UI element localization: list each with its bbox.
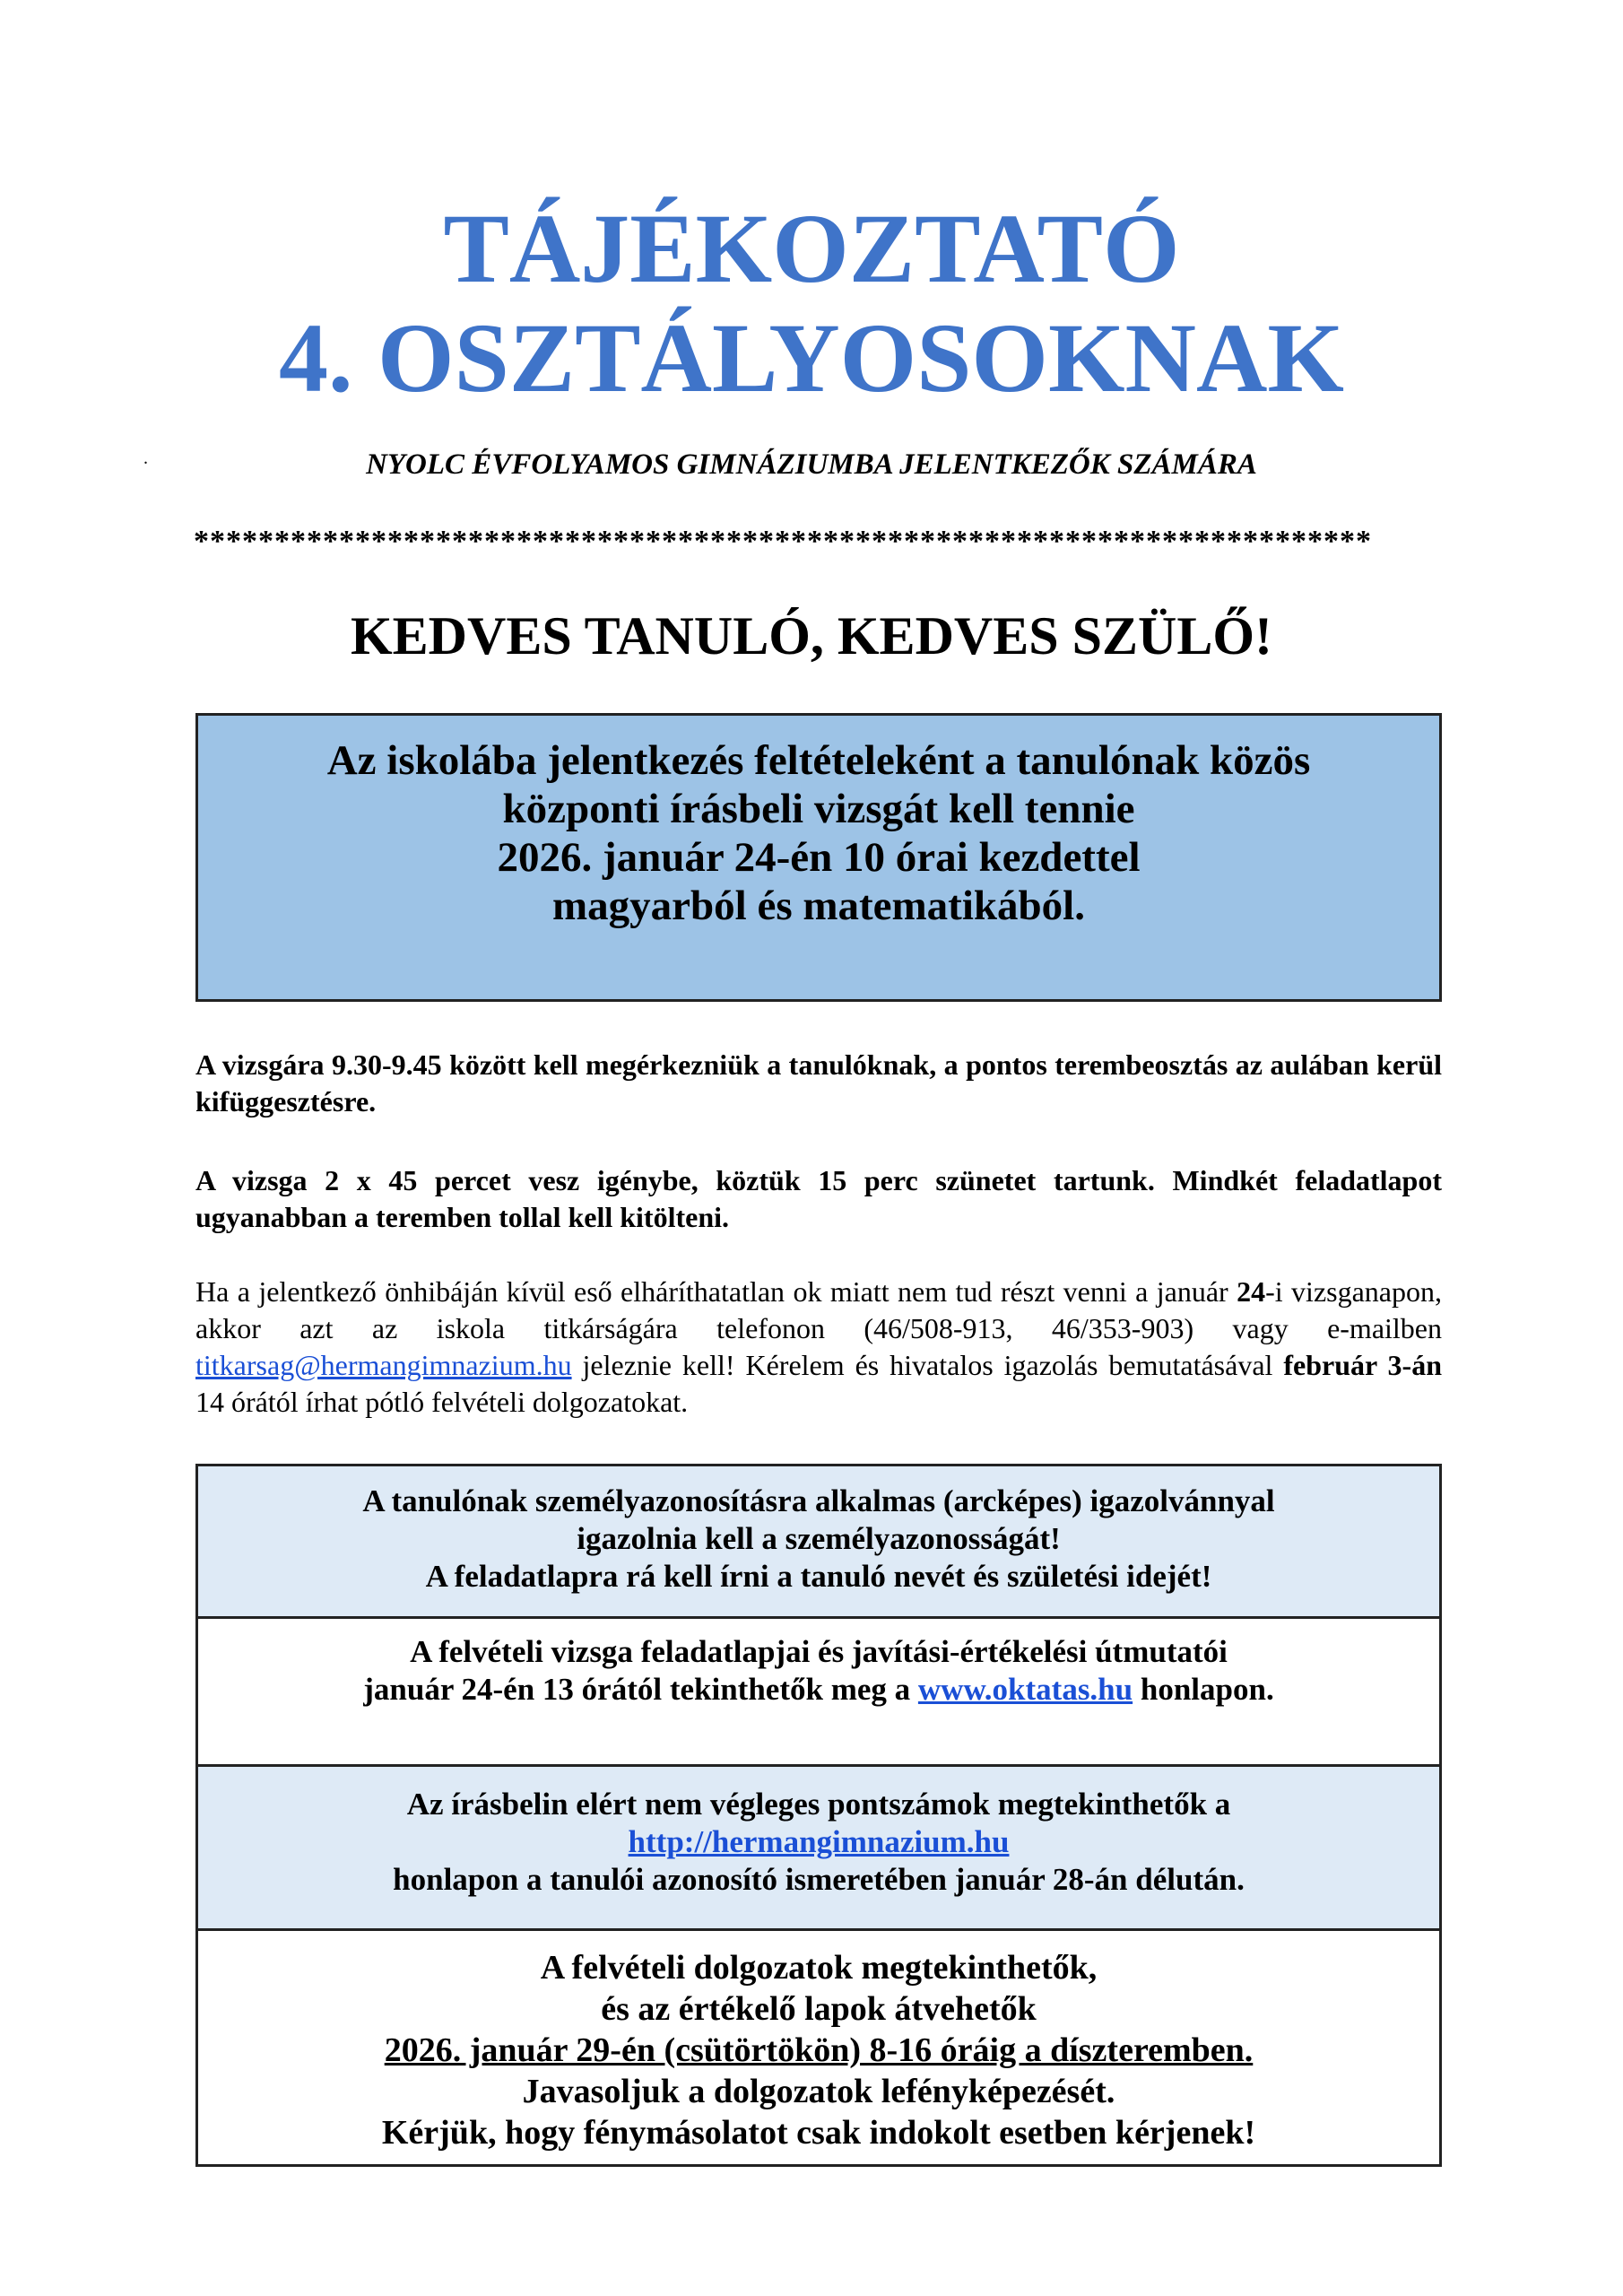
exam-info-line1: Az iskolába jelentkezés feltételeként a tanulónak közös [326,737,1311,784]
review-row [198,1931,1439,2164]
answer-keys-suffix: honlapon. [1133,1672,1274,1707]
greeting-heading: KEDVES TANULÓ, KEDVES SZÜLŐ! [350,606,1273,665]
scores-line3: honlapon a tanulói azonosító ismeretében január 28-án délután. [393,1862,1245,1897]
id-line2: igazolnia kell a személyazonosságát! [577,1521,1061,1556]
review-line4: Javasoljuk a dolgozatok lefényképezését. [522,2073,1115,2110]
scores-row [198,1767,1439,1931]
makeup-day-bold: február 3-án [1283,1349,1443,1381]
review-date-line: 2026. január 29-én (csütörtökön) 8-16 óráig a díszteremben. [384,2031,1254,2069]
school-website-link[interactable]: http://hermangimnazium.hu [628,1824,1010,1859]
exam-info-box [195,713,1442,1002]
page-title-line2: 4. OSZTÁLYOSOKNAK [279,303,1344,413]
email-link[interactable]: titkarsag@hermangimnazium.hu [195,1349,572,1381]
makeup-text-4: 14 órától írhat pótló felvételi dolgozatokat. [195,1386,689,1418]
page-title-line1: TÁJÉKOZTATÓ [443,194,1180,303]
stray-dot: . [143,448,148,468]
id-line1: A tanulónak személyazonosításra alkalmas (arcképes) igazolvánnyal [362,1483,1275,1518]
review-line2: és az értékelő lapok átvehetők [601,1990,1037,2028]
answer-keys-line1: A felvételi vizsga feladatlapjai és javítási-értékelési útmutatói [410,1634,1228,1669]
makeup-exam-paragraph [195,1274,1442,1421]
subtitle: NYOLC ÉVFOLYAMOS GIMNÁZIUMBA JELENTKEZŐK SZÁMÁRA [366,448,1257,481]
duration-paragraph: A vizsga 2 x 45 percet vesz igénybe, köztük 15 perc szünetet tartunk. Mindkét feladatlapot ugyanabban a teremben tollal kell kitölteni. [195,1164,1442,1233]
makeup-text-2: -i vizsganapon, akkor azt az iskola titkárságára telefonon (46/508-913, 46/353-903) vagy e-mailben [195,1275,1443,1344]
separator-line: ************************************************************************* [194,525,1372,558]
makeup-text-1: Ha a jelentkező önhibáján kívül eső elháríthatatlan ok miatt nem tud részt venni a január [195,1275,1237,1308]
id-line3: A feladatlapra rá kell írni a tanuló nevét és születési idejét! [425,1559,1212,1594]
makeup-text-3: jeleznie kell! Kérelem és hivatalos igazolás bemutatásával [571,1349,1284,1381]
review-line1: A felvételi dolgozatok megtekinthetők, [540,1949,1098,1987]
exam-info-line3: 2026. január 24-én 10 órai kezdettel [497,834,1141,881]
info-table [195,1464,1442,2167]
answer-keys-line2 [198,1671,1439,1709]
exam-info-line4: magyarból és matematikából. [552,883,1085,929]
review-line5: Kérjük, hogy fénymásolatot csak indokolt esetben kérjenek! [381,2114,1256,2152]
arrival-paragraph: A vizsgára 9.30-9.45 között kell megérkezniük a tanulóknak, a pontos terembeosztás az aulában kerül kifüggesztésre. [195,1048,1442,1118]
answer-keys-row [198,1619,1439,1767]
oktatas-link[interactable]: www.oktatas.hu [917,1672,1133,1707]
makeup-date-bold: 24 [1237,1275,1266,1308]
answer-keys-text: január 24-én 13 órától tekinthetők meg a [363,1672,918,1707]
scores-line1: Az írásbelin elért nem végleges pontszámok megtekinthetők a [406,1787,1231,1822]
exam-info-line2: központi írásbeli vizsgát kell tennie [502,786,1135,832]
id-requirement-row [198,1466,1439,1619]
